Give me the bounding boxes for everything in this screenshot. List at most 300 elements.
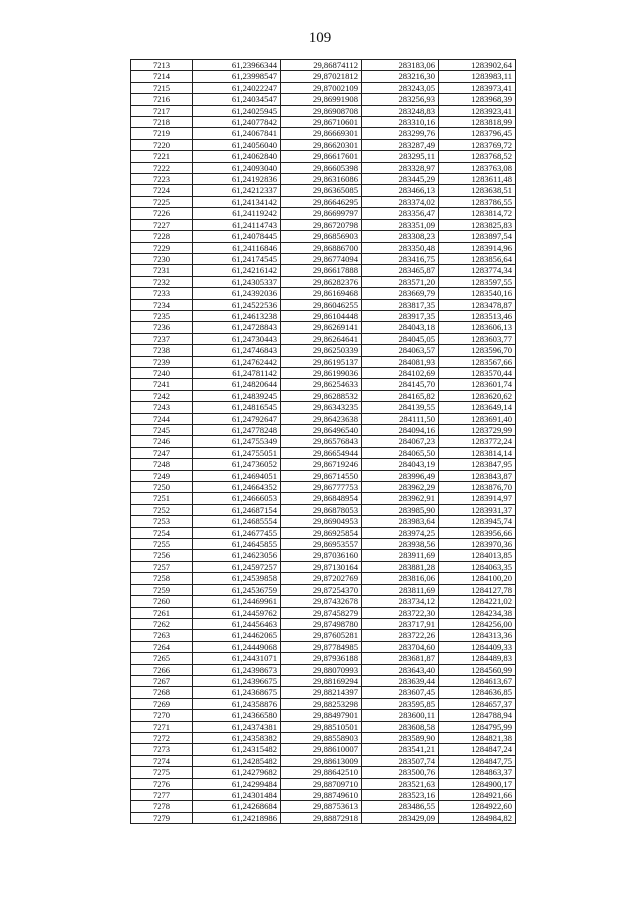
table-cell: 7275	[131, 767, 193, 778]
table-cell: 29,86904953	[281, 516, 362, 527]
table-cell: 1283843,87	[439, 470, 516, 481]
table-cell: 61,24077842	[193, 117, 281, 128]
table-cell: 7244	[131, 413, 193, 424]
table-cell: 29,88709710	[281, 778, 362, 789]
table-cell: 7277	[131, 790, 193, 801]
table-row	[131, 436, 516, 447]
table-cell: 283299,76	[362, 128, 439, 139]
table-cell: 7227	[131, 219, 193, 230]
table-cell: 283962,29	[362, 482, 439, 493]
table-cell: 29,86774094	[281, 253, 362, 264]
table-row	[131, 379, 516, 390]
table-cell: 283817,35	[362, 299, 439, 310]
table-cell: 1284127,78	[439, 584, 516, 595]
table-cell: 1283876,70	[439, 482, 516, 493]
table-cell: 1283567,66	[439, 356, 516, 367]
table-cell: 283507,74	[362, 755, 439, 766]
table-cell: 7261	[131, 607, 193, 618]
table-cell: 7259	[131, 584, 193, 595]
table-cell: 283722,26	[362, 630, 439, 641]
table-cell: 283243,05	[362, 82, 439, 93]
table-cell: 29,87130164	[281, 561, 362, 572]
table-cell: 29,87202769	[281, 573, 362, 584]
table-cell: 61,24755051	[193, 447, 281, 458]
table-cell: 1283923,41	[439, 105, 516, 116]
table-cell: 7228	[131, 231, 193, 242]
table-cell: 1283691,40	[439, 413, 516, 424]
table-row	[131, 117, 516, 128]
table-cell: 7241	[131, 379, 193, 390]
table-cell: 29,86878053	[281, 504, 362, 515]
table-cell: 61,24216142	[193, 265, 281, 276]
table-cell: 283639,44	[362, 675, 439, 686]
table-cell: 7231	[131, 265, 193, 276]
table-cell: 61,24762442	[193, 356, 281, 367]
table-cell: 283571,20	[362, 276, 439, 287]
table-cell: 7278	[131, 801, 193, 812]
table-cell: 283669,79	[362, 288, 439, 299]
table-cell: 7260	[131, 596, 193, 607]
table-cell: 283962,91	[362, 493, 439, 504]
table-cell: 284094,16	[362, 425, 439, 436]
table-cell: 7256	[131, 550, 193, 561]
table-cell: 29,88214397	[281, 687, 362, 698]
table-cell: 29,86856903	[281, 231, 362, 242]
table-cell: 283816,06	[362, 573, 439, 584]
table-cell: 29,86496540	[281, 425, 362, 436]
table-cell: 29,88510501	[281, 721, 362, 732]
table-cell: 61,24022247	[193, 82, 281, 93]
table-cell: 1283968,39	[439, 94, 516, 105]
table-cell: 7238	[131, 345, 193, 356]
table-cell: 1283914,97	[439, 493, 516, 504]
table-cell: 61,24114743	[193, 219, 281, 230]
table-cell: 1283814,72	[439, 208, 516, 219]
table-cell: 1283856,64	[439, 253, 516, 264]
table-cell: 283466,13	[362, 185, 439, 196]
table-cell: 1284256,00	[439, 618, 516, 629]
table-row	[131, 482, 516, 493]
table-cell: 7236	[131, 322, 193, 333]
table-cell: 283974,25	[362, 527, 439, 538]
table-cell: 1283570,44	[439, 367, 516, 378]
table-cell: 29,86925854	[281, 527, 362, 538]
table-cell: 1284636,85	[439, 687, 516, 698]
table-cell: 283985,90	[362, 504, 439, 515]
table-cell: 29,86423638	[281, 413, 362, 424]
table-cell: 29,86908708	[281, 105, 362, 116]
table-cell: 1283478,87	[439, 299, 516, 310]
table-row	[131, 550, 516, 561]
table-cell: 61,24781142	[193, 367, 281, 378]
table-cell: 61,24062840	[193, 151, 281, 162]
table-cell: 283811,69	[362, 584, 439, 595]
table-cell: 284081,93	[362, 356, 439, 367]
table-row	[131, 584, 516, 595]
table-cell: 1283956,66	[439, 527, 516, 538]
table-cell: 7249	[131, 470, 193, 481]
table-cell: 61,24374381	[193, 721, 281, 732]
table-cell: 1284921,66	[439, 790, 516, 801]
table-cell: 61,24134142	[193, 196, 281, 207]
table-cell: 1283814,14	[439, 447, 516, 458]
table-cell: 29,86343235	[281, 402, 362, 413]
table-cell: 61,24093040	[193, 162, 281, 173]
table-row	[131, 299, 516, 310]
table-cell: 61,24315482	[193, 744, 281, 755]
table-cell: 29,88169294	[281, 675, 362, 686]
table-row	[131, 664, 516, 675]
table-cell: 1284313,36	[439, 630, 516, 641]
table-row	[131, 767, 516, 778]
table-cell: 29,86195137	[281, 356, 362, 367]
table-cell: 61,24687154	[193, 504, 281, 515]
table-cell: 29,87784985	[281, 641, 362, 652]
table-cell: 29,88610007	[281, 744, 362, 755]
table-cell: 7268	[131, 687, 193, 698]
table-row	[131, 310, 516, 321]
table-cell: 61,24116846	[193, 242, 281, 253]
table-cell: 7247	[131, 447, 193, 458]
table-cell: 61,24792647	[193, 413, 281, 424]
table-row	[131, 516, 516, 527]
table-cell: 1283540,16	[439, 288, 516, 299]
table-cell: 7239	[131, 356, 193, 367]
table-cell: 1284221,02	[439, 596, 516, 607]
table-row	[131, 425, 516, 436]
table-cell: 29,88253298	[281, 698, 362, 709]
table-cell: 61,24462065	[193, 630, 281, 641]
table-cell: 1283902,64	[439, 60, 516, 71]
table-cell: 7214	[131, 71, 193, 82]
table-row	[131, 801, 516, 812]
table-cell: 7216	[131, 94, 193, 105]
table-cell: 61,24358382	[193, 732, 281, 743]
table-cell: 29,86714550	[281, 470, 362, 481]
table-row	[131, 71, 516, 82]
table-cell: 283589,90	[362, 732, 439, 743]
table-cell: 29,86264641	[281, 333, 362, 344]
table-cell: 29,86720798	[281, 219, 362, 230]
table-cell: 283183,06	[362, 60, 439, 71]
table-cell: 1283606,13	[439, 322, 516, 333]
table-cell: 29,87936188	[281, 653, 362, 664]
table-cell: 283681,87	[362, 653, 439, 664]
table-row	[131, 504, 516, 515]
table-cell: 29,86874112	[281, 60, 362, 71]
table-cell: 29,86365085	[281, 185, 362, 196]
table-cell: 1283603,77	[439, 333, 516, 344]
table-cell: 7242	[131, 390, 193, 401]
table-cell: 7258	[131, 573, 193, 584]
table-cell: 1284795,99	[439, 721, 516, 732]
table-cell: 7221	[131, 151, 193, 162]
table-cell: 7255	[131, 539, 193, 550]
table-cell: 7262	[131, 618, 193, 629]
table-cell: 29,86576843	[281, 436, 362, 447]
table-cell: 7253	[131, 516, 193, 527]
table-row	[131, 447, 516, 458]
table-cell: 29,88558903	[281, 732, 362, 743]
table-cell: 61,24449068	[193, 641, 281, 652]
table-cell: 1283729,99	[439, 425, 516, 436]
table-cell: 61,24299484	[193, 778, 281, 789]
table-row	[131, 618, 516, 629]
table-cell: 283486,55	[362, 801, 439, 812]
table-cell: 29,86886700	[281, 242, 362, 253]
table-row	[131, 151, 516, 162]
table-cell: 1283945,74	[439, 516, 516, 527]
table-cell: 7215	[131, 82, 193, 93]
table-cell: 29,87498780	[281, 618, 362, 629]
table-cell: 284067,23	[362, 436, 439, 447]
table-cell: 1283931,37	[439, 504, 516, 515]
table-cell: 29,87021812	[281, 71, 362, 82]
table-cell: 29,86046255	[281, 299, 362, 310]
table-cell: 29,86169468	[281, 288, 362, 299]
coordinates-table-body	[131, 60, 516, 824]
table-cell: 29,86646295	[281, 196, 362, 207]
table-cell: 1283786,55	[439, 196, 516, 207]
table-cell: 1284788,94	[439, 710, 516, 721]
table-cell: 283938,56	[362, 539, 439, 550]
table-row	[131, 641, 516, 652]
table-cell: 283216,30	[362, 71, 439, 82]
table-cell: 7220	[131, 139, 193, 150]
table-cell: 61,23966344	[193, 60, 281, 71]
table-cell: 283465,87	[362, 265, 439, 276]
table-row	[131, 208, 516, 219]
table-cell: 61,24192836	[193, 174, 281, 185]
table-cell: 283607,45	[362, 687, 439, 698]
table-cell: 61,24285482	[193, 755, 281, 766]
table-cell: 29,86250339	[281, 345, 362, 356]
table-cell: 283917,35	[362, 310, 439, 321]
table-cell: 7274	[131, 755, 193, 766]
table-row	[131, 162, 516, 173]
table-cell: 1283597,55	[439, 276, 516, 287]
table-cell: 7271	[131, 721, 193, 732]
table-cell: 1284234,38	[439, 607, 516, 618]
table-cell: 7265	[131, 653, 193, 664]
table-cell: 283356,47	[362, 208, 439, 219]
table-row	[131, 721, 516, 732]
table-cell: 61,24746843	[193, 345, 281, 356]
table-cell: 283600,11	[362, 710, 439, 721]
table-cell: 1284847,75	[439, 755, 516, 766]
table-cell: 7222	[131, 162, 193, 173]
table-cell: 29,88642510	[281, 767, 362, 778]
table-row	[131, 790, 516, 801]
table-cell: 29,88070993	[281, 664, 362, 675]
table-cell: 29,86699797	[281, 208, 362, 219]
table-row	[131, 413, 516, 424]
table-cell: 7246	[131, 436, 193, 447]
table-cell: 283717,91	[362, 618, 439, 629]
coordinates-table	[130, 59, 516, 824]
table-cell: 1283638,51	[439, 185, 516, 196]
table-cell: 1283847,95	[439, 459, 516, 470]
table-cell: 61,24755349	[193, 436, 281, 447]
table-cell: 29,88497901	[281, 710, 362, 721]
table-cell: 7224	[131, 185, 193, 196]
table-cell: 284065,50	[362, 447, 439, 458]
table-row	[131, 82, 516, 93]
table-cell: 283351,09	[362, 219, 439, 230]
table-cell: 29,86719246	[281, 459, 362, 470]
table-cell: 283500,76	[362, 767, 439, 778]
table-cell: 29,86953557	[281, 539, 362, 550]
table-cell: 7270	[131, 710, 193, 721]
table-cell: 29,86669301	[281, 128, 362, 139]
table-cell: 1284013,85	[439, 550, 516, 561]
table-cell: 1283513,46	[439, 310, 516, 321]
table-cell: 7267	[131, 675, 193, 686]
table-cell: 1283601,74	[439, 379, 516, 390]
table-cell: 61,24778248	[193, 425, 281, 436]
table-cell: 284111,50	[362, 413, 439, 424]
table-cell: 283595,85	[362, 698, 439, 709]
table-cell: 283287,49	[362, 139, 439, 150]
table-cell: 61,24366580	[193, 710, 281, 721]
table-row	[131, 128, 516, 139]
table-row	[131, 539, 516, 550]
table-cell: 61,24056040	[193, 139, 281, 150]
table-row	[131, 322, 516, 333]
table-cell: 283295,11	[362, 151, 439, 162]
table-cell: 61,24431071	[193, 653, 281, 664]
table-cell: 1283825,83	[439, 219, 516, 230]
table-cell: 29,86605398	[281, 162, 362, 173]
table-cell: 1284922,60	[439, 801, 516, 812]
table-cell: 61,24279682	[193, 767, 281, 778]
table-row	[131, 174, 516, 185]
table-cell: 283881,28	[362, 561, 439, 572]
table-cell: 7252	[131, 504, 193, 515]
table-cell: 1284847,24	[439, 744, 516, 755]
table-cell: 7264	[131, 641, 193, 652]
table-cell: 61,24820644	[193, 379, 281, 390]
table-cell: 1283649,14	[439, 402, 516, 413]
table-cell: 283983,64	[362, 516, 439, 527]
table-cell: 1283914,96	[439, 242, 516, 253]
table-cell: 29,86316086	[281, 174, 362, 185]
table-row	[131, 288, 516, 299]
table-cell: 61,24396675	[193, 675, 281, 686]
table-cell: 1283768,52	[439, 151, 516, 162]
table-cell: 7248	[131, 459, 193, 470]
table-cell: 29,87036160	[281, 550, 362, 561]
table-cell: 7276	[131, 778, 193, 789]
table-cell: 61,24469961	[193, 596, 281, 607]
table-cell: 61,24597257	[193, 561, 281, 572]
table-cell: 1284657,37	[439, 698, 516, 709]
table-cell: 7237	[131, 333, 193, 344]
table-row	[131, 778, 516, 789]
table-row	[131, 276, 516, 287]
table-cell: 29,86617601	[281, 151, 362, 162]
table-row	[131, 596, 516, 607]
table-cell: 283643,40	[362, 664, 439, 675]
table-cell: 61,24666053	[193, 493, 281, 504]
table-row	[131, 527, 516, 538]
table-cell: 61,24694051	[193, 470, 281, 481]
table-cell: 1284409,33	[439, 641, 516, 652]
table-cell: 29,87254370	[281, 584, 362, 595]
table-cell: 7240	[131, 367, 193, 378]
table-row	[131, 345, 516, 356]
table-cell: 283523,16	[362, 790, 439, 801]
table-cell: 284043,18	[362, 322, 439, 333]
table-cell: 283541,21	[362, 744, 439, 755]
table-cell: 284165,82	[362, 390, 439, 401]
table-cell: 61,24212337	[193, 185, 281, 196]
table-cell: 7269	[131, 698, 193, 709]
table-cell: 1283973,41	[439, 82, 516, 93]
table-cell: 61,24816545	[193, 402, 281, 413]
table-cell: 283350,48	[362, 242, 439, 253]
table-row	[131, 493, 516, 504]
table-cell: 29,88753613	[281, 801, 362, 812]
table-row	[131, 402, 516, 413]
table-cell: 283416,75	[362, 253, 439, 264]
table-cell: 1284489,83	[439, 653, 516, 664]
table-cell: 61,24728843	[193, 322, 281, 333]
table-cell: 7213	[131, 60, 193, 71]
table-cell: 29,86620301	[281, 139, 362, 150]
table-cell: 283310,16	[362, 117, 439, 128]
table-cell: 29,86991908	[281, 94, 362, 105]
table-cell: 1284863,37	[439, 767, 516, 778]
table-row	[131, 60, 516, 71]
table-cell: 7218	[131, 117, 193, 128]
table-row	[131, 698, 516, 709]
table-cell: 284043,19	[362, 459, 439, 470]
table-cell: 283374,02	[362, 196, 439, 207]
table-cell: 1284821,38	[439, 732, 516, 743]
table-cell: 7223	[131, 174, 193, 185]
table-cell: 284145,70	[362, 379, 439, 390]
table-row	[131, 607, 516, 618]
table-cell: 1283983,11	[439, 71, 516, 82]
table-row	[131, 219, 516, 230]
table-cell: 1283774,34	[439, 265, 516, 276]
table-row	[131, 196, 516, 207]
table-cell: 29,86654944	[281, 447, 362, 458]
table-cell: 29,88749610	[281, 790, 362, 801]
table-row	[131, 687, 516, 698]
table-cell: 61,24677455	[193, 527, 281, 538]
table-cell: 1283763,08	[439, 162, 516, 173]
table-cell: 1283611,48	[439, 174, 516, 185]
table-row	[131, 105, 516, 116]
table-cell: 61,24305337	[193, 276, 281, 287]
table-cell: 284063,57	[362, 345, 439, 356]
table-cell: 7235	[131, 310, 193, 321]
table-row	[131, 139, 516, 150]
table-cell: 283328,97	[362, 162, 439, 173]
table-cell: 1283620,62	[439, 390, 516, 401]
table-cell: 29,88872918	[281, 812, 362, 823]
table-cell: 61,24368675	[193, 687, 281, 698]
table-cell: 283704,60	[362, 641, 439, 652]
table-cell: 1284063,35	[439, 561, 516, 572]
table-row	[131, 710, 516, 721]
table-cell: 284139,55	[362, 402, 439, 413]
table-cell: 7263	[131, 630, 193, 641]
page-number: 109	[308, 30, 332, 46]
table-cell: 29,86848954	[281, 493, 362, 504]
